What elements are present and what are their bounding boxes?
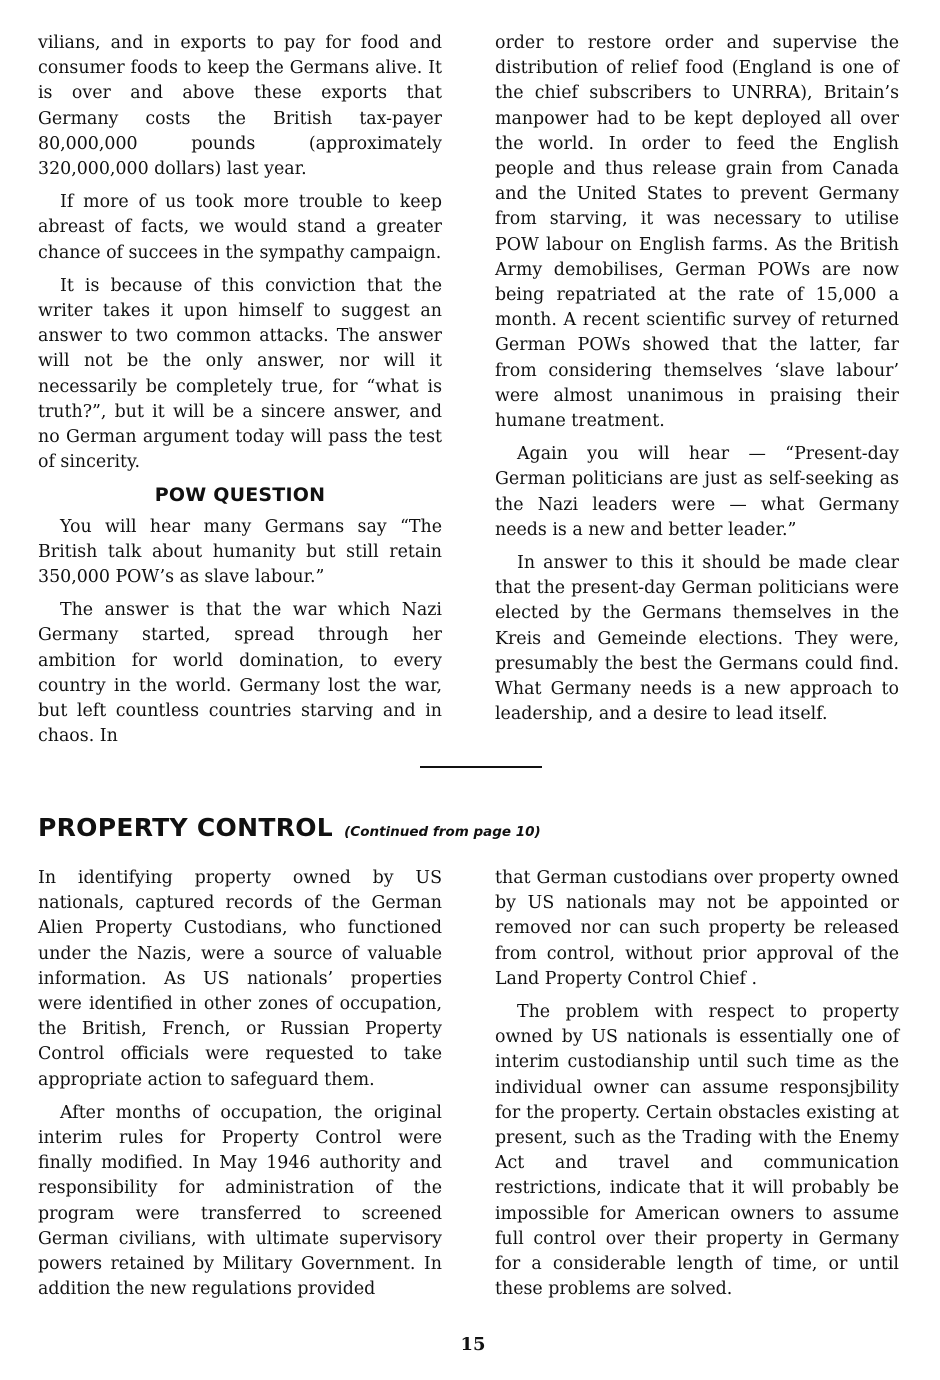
paragraph: It is because of this conviction that the writer takes it upon himself to suggest an answer to two common attacks. The answer will not be the only answer, nor will it necessarily be completely true, for “what is truth?”, but it will be a sincere answer, and no German argument today will pass the test of sincerity. bbox=[38, 275, 442, 473]
paragraph: Again you will hear — “Present-day German politicians are just as self-seeking as the Nazi leaders were — what Germany needs is a new and better leader.” bbox=[495, 444, 899, 540]
paragraph: The answer is that the war which Nazi Germany started, spread through her ambition for world domination, to every country in the world. Germany lost the war, but left countless countries starving and in chaos. In bbox=[38, 600, 442, 747]
continued-note: (Continued from page 10) bbox=[344, 824, 541, 840]
paragraph: vilians, and in exports to pay for food and consumer foods to keep the Germans alive. It is over and above these exports that Germany costs the British tax-payer 80,000,000 pounds (approximately 320,000,000 dollars) last year. bbox=[38, 33, 442, 180]
paragraph: The problem with respect to property owned by US nationals is essentially one of interim custodianship until such time as the individual owner can assume responsjbility for the property. Certain obstacles existing at present, such as the Trading with the Enemy Act and travel and communication restrictions, indicate that it will probably be impossible for American owners to assume full control over their property in Germany for a considerable length of time, or until these problems are solved. bbox=[495, 1002, 899, 1300]
top-right-column bbox=[495, 31, 899, 735]
paragraph: In identifying property owned by US nationals, captured records of the German Alien Property Custodians, who functioned under the Nazis, were a source of valuable information. As US nationals’ properties were identified in other zones of occupation, the British, French, or Russian Property Control officials were requested to take appropriate action to safeguard them. bbox=[38, 868, 442, 1090]
section-title: PROPERTY CONTROL bbox=[38, 813, 334, 842]
top-left-column bbox=[38, 31, 442, 757]
pow-question-heading: POW QUESTION bbox=[154, 484, 326, 507]
paragraph: After months of occupation, the original interim rules for Property Control were finally modified. In May 1946 authority and responsibility for administration of the program were transferred to screened German civilians, with ultimate supervisory powers retained by Military Government. In addition the new regulations provided bbox=[38, 1102, 442, 1300]
paragraph: that German custodians over property owned by US nationals may not be appointed or removed nor can such property be released from control, without prior approval of the Land Property Control Chief . bbox=[495, 868, 899, 989]
paragraph: In answer to this it should be made clear that the present-day German politicians were elected by the Germans themselves in the Kreis and Gemeinde elections. They were, presumably the best the Germans could find. What Germany needs is a new approach to leadership, and a desire to lead itself. bbox=[495, 553, 899, 725]
page-number: 15 bbox=[460, 1334, 486, 1355]
property-control-heading bbox=[38, 813, 541, 842]
section-divider bbox=[420, 766, 542, 768]
bottom-right-column bbox=[495, 866, 899, 1310]
paragraph: You will hear many Germans say “The British talk about humanity but still retain 350,000 POW’s as slave labour.” bbox=[38, 516, 442, 588]
bottom-left-column bbox=[38, 866, 442, 1310]
paragraph: If more of us took more trouble to keep abreast of facts, we would stand a greater chance of succees in the sympathy campaign. bbox=[38, 192, 442, 263]
paragraph: order to restore order and supervise the distribution of relief food (England is one of the chief subscribers to UNRRA), Britain’s manpower had to be kept deployed all over the world. In order to feed the English people and thus release grain from Canada and the United States to prevent Germany from starving, it was necessary to utilise POW labour on English farms. As the British Army demobilises, German POWs are now being repatriated at the rate of 15,000 a month. A recent scientific survey of returned German POWs showed that the latter, far from considering themselves ‘slave labour’ were almost unanimous in praising their humane treatment. bbox=[495, 33, 899, 432]
